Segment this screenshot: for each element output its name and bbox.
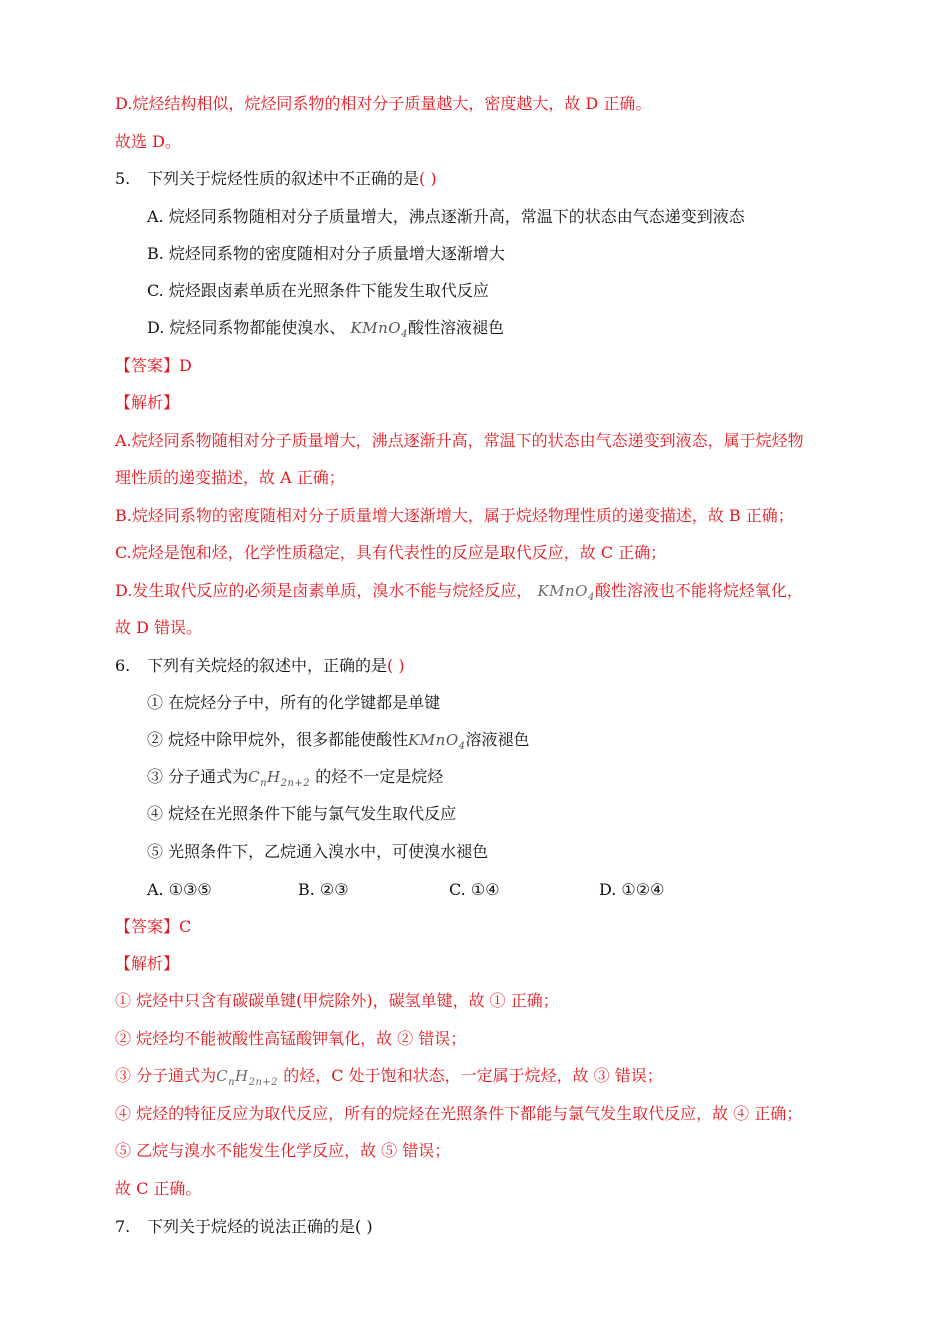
q6-item-2 (147, 729, 530, 758)
q6-item-3-post: 的烃不一定是烷烃 (315, 767, 444, 786)
q6-analysis-3-post: 的烃，C 处于饱和状态，一定属于烷烃，故 ③ 错误； (283, 1066, 663, 1085)
q6-item-1: ① 在烷烃分子中，所有的化学键都是单键 (147, 693, 441, 712)
q6-answer: 【答案】C (115, 917, 192, 936)
q6-option-c: C. ①④ (449, 880, 500, 899)
q6-analysis-2: ② 烷烃均不能被酸性高锰酸钾氧化，故 ② 错误； (115, 1029, 467, 1048)
q6-analysis-3 (115, 1065, 663, 1094)
cnh-c: C (248, 768, 261, 786)
cnh-n: n (260, 778, 268, 789)
cnh-h: H (267, 768, 281, 786)
q6-item-5: ⑤ 光照条件下，乙烷通入溴水中，可使溴水褪色 (147, 842, 489, 861)
cnh2n2-formula (248, 768, 311, 789)
q5-analysis-d-pre: D.发生取代反应的必须是卤素单质，溴水不能与烷烃反应， (115, 581, 533, 600)
q6-option-a: A. ①③⑤ (147, 880, 212, 899)
kmno4-sub: 4 (587, 592, 595, 603)
q6-number: 6. (115, 656, 131, 675)
q7-stem-text: 下列关于烷烃的说法正确的是 (147, 1217, 356, 1236)
cnh-sub: 2n+2 (248, 1077, 279, 1088)
q6-item-2-post: 溶液褪色 (465, 730, 530, 749)
q5-analysis-label: 【解析】 (115, 393, 180, 412)
kmno4-formula (537, 582, 595, 603)
q5-option-d-pre: D. 烷烃同系物都能使溴水、 (147, 318, 346, 337)
kmno4-sub: 4 (458, 741, 466, 752)
q6-analysis-4: ④ 烷烃的特征反应为取代反应，所有的烷烃在光照条件下都能与氯气发生取代反应，故 ④ 正确； (115, 1104, 803, 1123)
q6-item-3-pre: ③ 分子通式为 (147, 767, 249, 786)
q6-option-d: D. ①②④ (599, 880, 665, 899)
prev-analysis-d: D.烷烃结构相似，烷烃同系物的相对分子质量越大，密度越大，故 D 正确。 (115, 94, 652, 113)
cnh-h: H (235, 1067, 249, 1085)
q5-analysis-b: B.烷烃同系物的密度随相对分子质量增大逐渐增大，属于烷烃物理性质的递变描述，故 B 正确； (115, 506, 794, 525)
q5-analysis-c: C.烷烃是饱和烃，化学性质稳定，具有代表性的反应是取代反应，故 C 正确； (115, 543, 667, 562)
q5-analysis-d-line1 (115, 580, 803, 609)
q6-conclusion: 故 C 正确。 (115, 1179, 202, 1198)
q6-option-b: B. ②③ (298, 880, 349, 899)
kmno4-formula (408, 731, 466, 752)
cnh-c: C (216, 1067, 229, 1085)
prev-conclusion: 故选 D。 (115, 132, 181, 151)
cnh-n: n (228, 1077, 236, 1088)
q5-option-d-post: 酸性溶液褪色 (407, 318, 504, 337)
kmno4-sub: 4 (401, 329, 408, 340)
kmno4-formula (350, 319, 408, 340)
q5-option-d (147, 317, 504, 346)
q6-stem (147, 655, 405, 677)
kmno4-main: KMnO (408, 731, 459, 749)
q6-item-4: ④ 烷烃在光照条件下能与氯气发生取代反应 (147, 804, 457, 823)
q7-number: 7. (115, 1217, 131, 1236)
q5-paren: ( ) (419, 169, 437, 188)
kmno4-main: KMnO (350, 319, 402, 337)
cnh2n2-formula (216, 1067, 279, 1088)
q5-analysis-a-line2: 理性质的递变描述，故 A 正确； (115, 468, 345, 487)
q6-stem-text: 下列有关烷烃的叙述中，正确的是 (147, 656, 388, 675)
q5-stem-text: 下列关于烷烃性质的叙述中不正确的是 (147, 169, 420, 188)
q6-item-2-pre: ② 烷烃中除甲烷外，很多都能使酸性 (147, 730, 409, 749)
kmno4-main: KMnO (537, 582, 588, 600)
q5-analysis-d-line2: 故 D 错误。 (115, 618, 203, 637)
q5-analysis-d-post: 酸性溶液也不能将烷烃氧化， (594, 581, 803, 600)
q6-paren: ( ) (387, 656, 405, 675)
q7-paren: ( ) (355, 1217, 373, 1236)
q6-item-3 (147, 766, 443, 795)
cnh-sub: 2n+2 (280, 778, 311, 789)
q5-option-c: C. 烷烃跟卤素单质在光照条件下能发生取代反应 (147, 281, 489, 300)
q5-analysis-a-line1: A.烷烃同系物随相对分子质量增大，沸点逐渐升高，常温下的状态由气态递变到液态，属于烷烃物 (115, 431, 804, 450)
q7-stem (147, 1216, 373, 1238)
q5-stem (147, 168, 437, 190)
q5-answer: 【答案】D (115, 356, 192, 375)
q6-analysis-3-pre: ③ 分子通式为 (115, 1066, 217, 1085)
q5-option-b: B. 烷烃同系物的密度随相对分子质量增大逐渐增大 (147, 244, 505, 263)
q5-number: 5. (115, 169, 131, 188)
q6-analysis-label: 【解析】 (115, 954, 180, 973)
q6-analysis-5: ⑤ 乙烷与溴水不能发生化学反应，故 ⑤ 错误； (115, 1141, 451, 1160)
q5-option-a: A. 烷烃同系物随相对分子质量增大，沸点逐渐升高，常温下的状态由气态递变到液态 (147, 207, 745, 226)
q6-analysis-1: ① 烷烃中只含有碳碳单键(甲烷除外)，碳氢单键，故 ① 正确； (115, 991, 559, 1010)
